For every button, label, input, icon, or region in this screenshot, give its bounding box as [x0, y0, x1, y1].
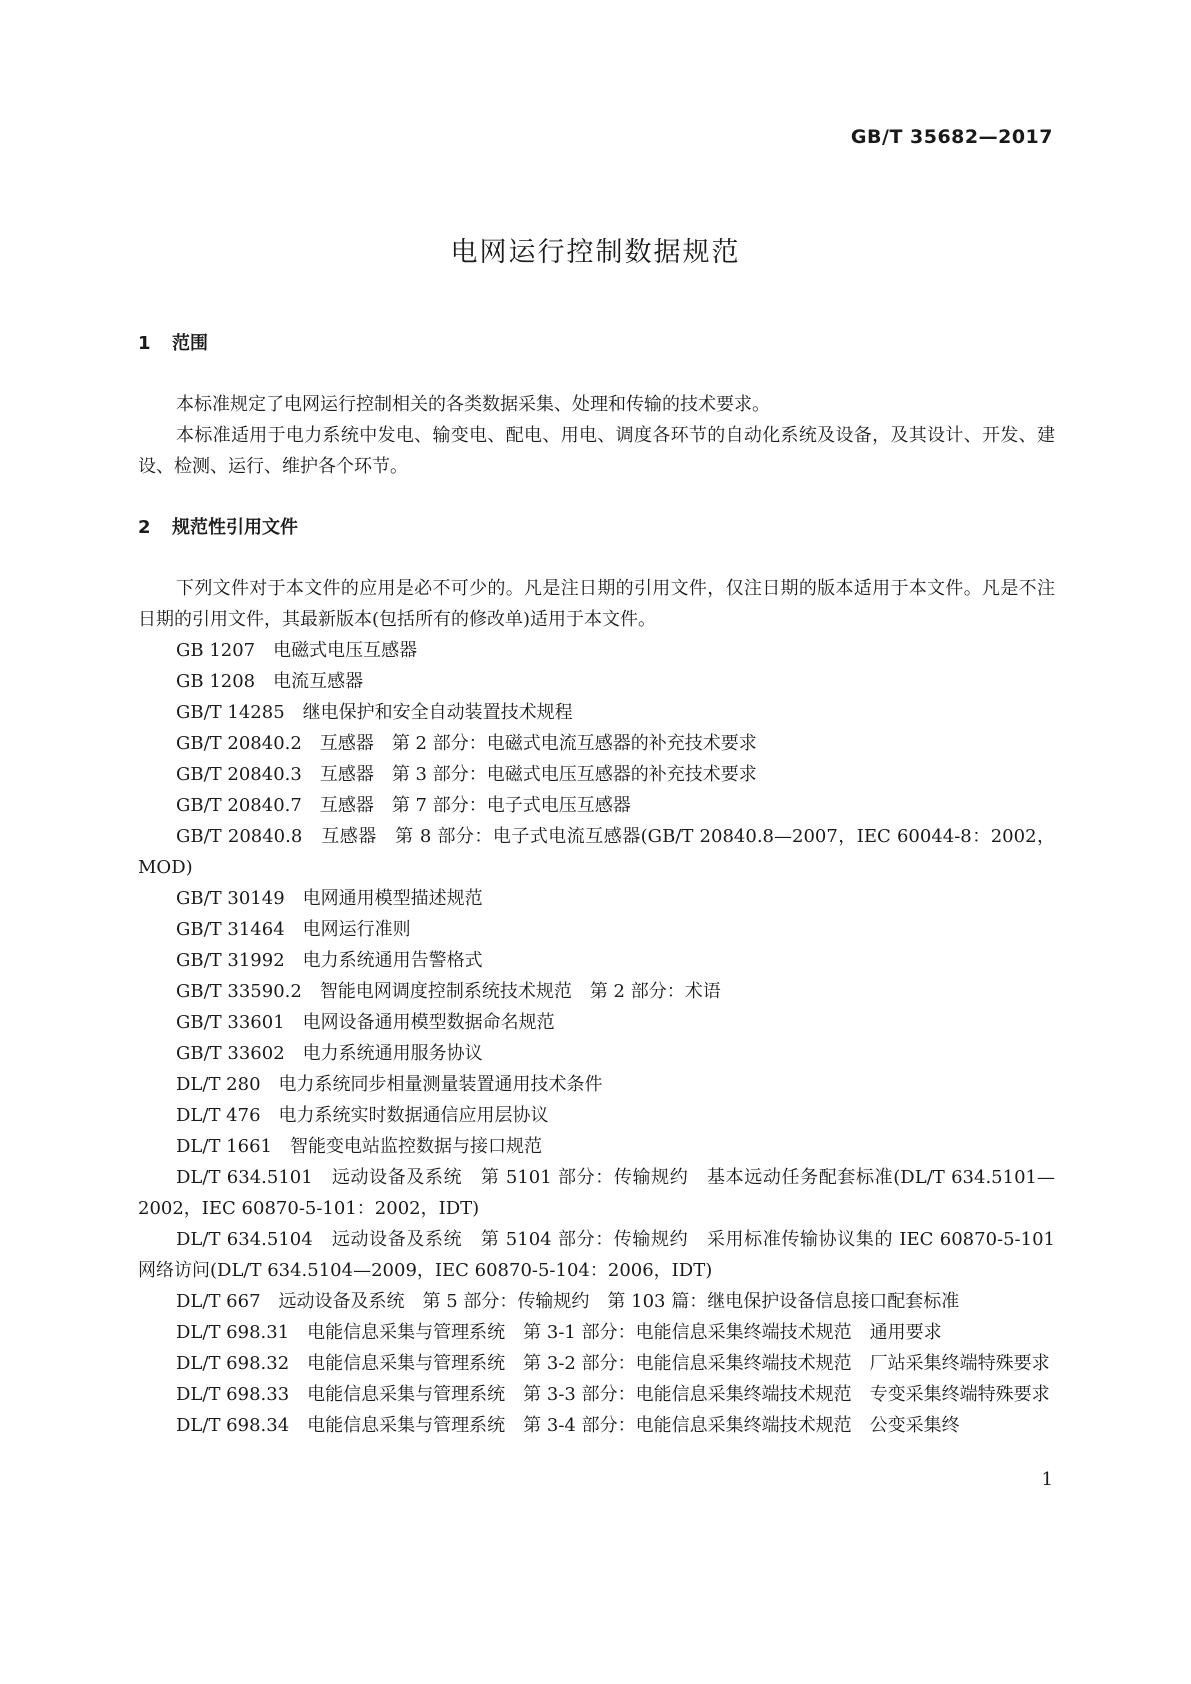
reference-item: GB/T 31992 电力系统通用告警格式	[176, 950, 483, 971]
page-number: 1	[1041, 1469, 1053, 1490]
section-1-title: 范围	[172, 333, 208, 354]
reference-item: GB/T 33590.2 智能电网调度控制系统技术规范 第 2 部分：术语	[176, 981, 721, 1002]
reference-item: DL/T 698.32 电能信息采集与管理系统 第 3-2 部分：电能信息采集终端技术规范 厂站采集终端特殊要求	[176, 1353, 1050, 1374]
reference-item: GB/T 14285 继电保护和安全自动装置技术规程	[176, 702, 573, 723]
reference-item: GB/T 20840.7 互感器 第 7 部分：电子式电压互感器	[176, 795, 631, 816]
reference-item: GB/T 31464 电网运行准则	[176, 919, 411, 940]
reference-item: DL/T 476 电力系统实时数据通信应用层协议	[176, 1105, 549, 1126]
reference-item: GB/T 30149 电网通用模型描述规范	[176, 888, 483, 909]
section-2-title: 规范性引用文件	[172, 517, 298, 538]
reference-item: DL/T 667 远动设备及系统 第 5 部分：传输规约 第 103 篇：继电保护设备信息接口配套标准	[176, 1291, 960, 1312]
reference-item: GB 1207 电磁式电压互感器	[176, 640, 418, 661]
section-1-number: 1	[138, 333, 151, 354]
reference-item: GB/T 33602 电力系统通用服务协议	[176, 1043, 483, 1064]
section-1-heading	[138, 328, 1055, 359]
references-intro: 下列文件对于本文件的应用是必不可少的。凡是注日期的引用文件，仅注日期的版本适用于本文件。凡是不注日期的引用文件，其最新版本(包括所有的修改单)适用于本文件。	[138, 578, 1055, 630]
section-2-heading	[138, 512, 1055, 543]
reference-item: DL/T 1661 智能变电站监控数据与接口规范	[176, 1136, 542, 1157]
reference-item: DL/T 698.33 电能信息采集与管理系统 第 3-3 部分：电能信息采集终端技术规范 专变采集终端特殊要求	[176, 1384, 1050, 1405]
document-body	[138, 328, 1055, 1441]
reference-item: DL/T 698.34 电能信息采集与管理系统 第 3-4 部分：电能信息采集终端技术规范 公变采集终	[176, 1415, 960, 1436]
reference-item: GB 1208 电流互感器	[176, 671, 364, 692]
standard-code: GB/T 35682—2017	[850, 126, 1053, 148]
reference-item: GB/T 20840.2 互感器 第 2 部分：电磁式电流互感器的补充技术要求	[176, 733, 757, 754]
reference-item: DL/T 634.5101 远动设备及系统 第 5101 部分：传输规约 基本远动任务配套标准(DL/T 634.5101—2002，IEC 60870-5-101：2002，IDT)	[138, 1167, 1055, 1219]
reference-list	[138, 635, 1055, 1441]
scope-paragraph: 本标准规定了电网运行控制相关的各类数据采集、处理和传输的技术要求。	[176, 394, 770, 415]
reference-item: DL/T 634.5104 远动设备及系统 第 5104 部分：传输规约 采用标准传输协议集的 IEC 60870-5-101 网络访问(DL/T 634.5104—2009，IEC 60870-5-104：2006，IDT)	[138, 1229, 1055, 1281]
reference-item: GB/T 33601 电网设备通用模型数据命名规范	[176, 1012, 555, 1033]
section-2-number: 2	[138, 517, 151, 538]
reference-item: GB/T 20840.8 互感器 第 8 部分：电子式电流互感器(GB/T 20840.8—2007，IEC 60044-8：2002，MOD)	[138, 826, 1055, 878]
scope-paragraph: 本标准适用于电力系统中发电、输变电、配电、用电、调度各环节的自动化系统及设备，及其设计、开发、建设、检测、运行、维护各个环节。	[138, 425, 1055, 477]
reference-item: DL/T 280 电力系统同步相量测量装置通用技术条件	[176, 1074, 603, 1095]
reference-item: DL/T 698.31 电能信息采集与管理系统 第 3-1 部分：电能信息采集终端技术规范 通用要求	[176, 1322, 942, 1343]
document-title: 电网运行控制数据规范	[450, 237, 741, 268]
reference-item: GB/T 20840.3 互感器 第 3 部分：电磁式电压互感器的补充技术要求	[176, 764, 757, 785]
